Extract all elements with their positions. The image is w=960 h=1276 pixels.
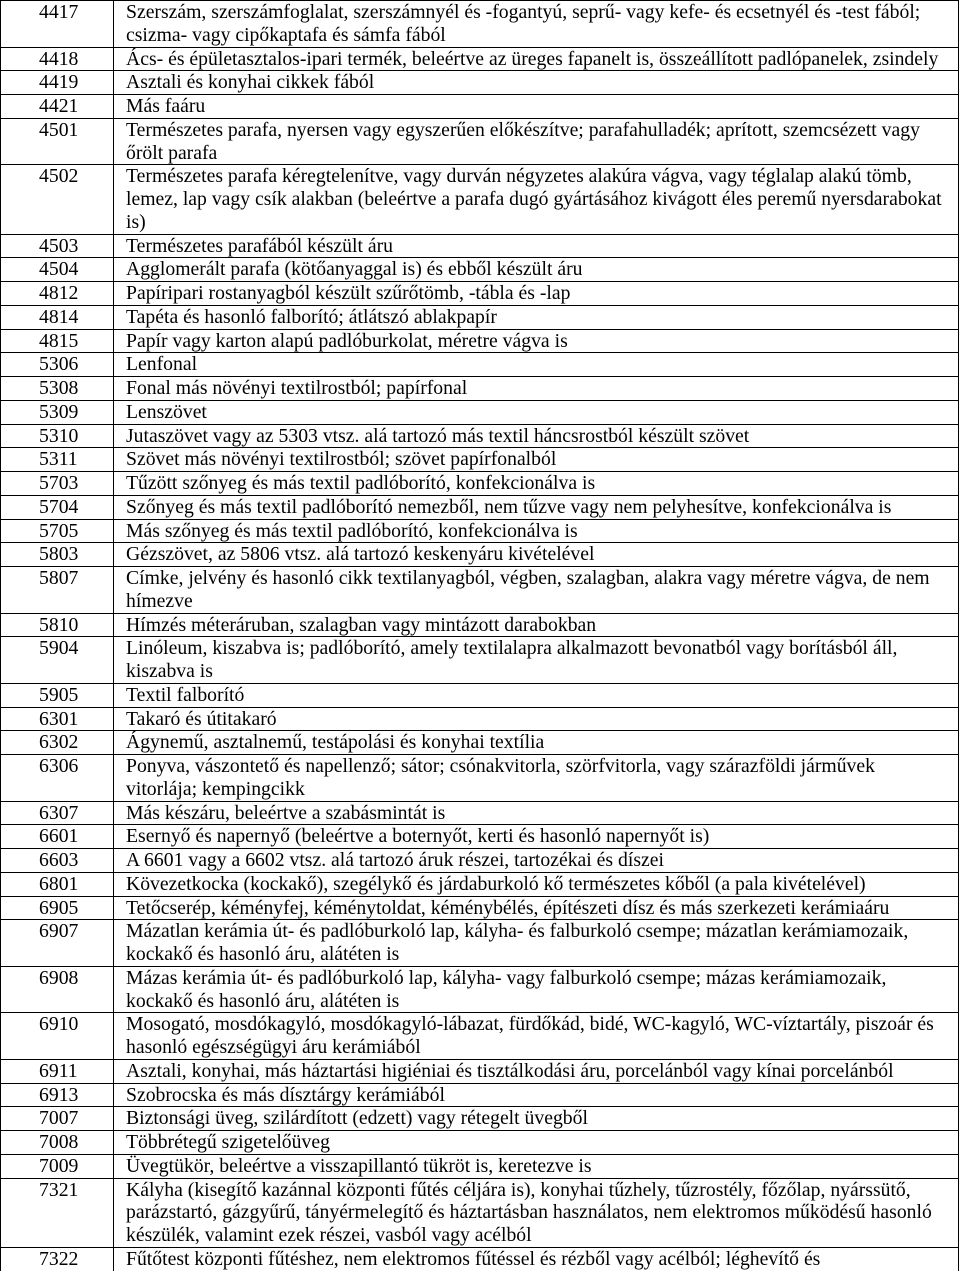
table-row <box>1 543 959 567</box>
description-cell <box>114 684 959 708</box>
description-cell <box>114 448 959 472</box>
description-line: Textil falborító <box>126 683 245 706</box>
description-line: A 6601 vagy a 6602 vtsz. alá tartozó áruk részei, tartozékai és díszei <box>126 849 664 871</box>
table-row <box>1 1179 959 1248</box>
description-cell <box>114 731 959 755</box>
table-row <box>1 520 959 544</box>
description-line: Címke, jelvény és hasonló cikk textilanyagból, végben, szalagban, alakra vagy méretre vágva, de nem <box>126 567 930 589</box>
code-cell: 5810 <box>1 614 114 638</box>
code-cell: 6801 <box>1 873 114 897</box>
description-line: Mosogató, mosdókagyló, mosdókagyló-lábazat, fürdőkád, bidé, WC-kagyló, WC-víztartály, piszoár és <box>126 1013 934 1036</box>
description-line: Szövet más növényi textilrostból; szövet papírfonalból <box>126 448 557 471</box>
table-row <box>1 897 959 921</box>
table-row <box>1 95 959 119</box>
description-cell <box>114 235 959 259</box>
code-cell: 4504 <box>1 258 114 282</box>
code-cell: 6601 <box>1 825 114 849</box>
table-row <box>1 967 959 1014</box>
table-row <box>1 708 959 732</box>
description-line: Asztali és konyhai cikkek fából <box>126 71 375 94</box>
description-line: Mázas kerámia út- és padlóburkoló lap, kályha- vagy falburkoló csempe; mázas kerámiamozaik, <box>126 966 887 989</box>
code-cell: 5703 <box>1 472 114 496</box>
description-cell <box>114 165 959 234</box>
description-cell <box>114 306 959 330</box>
table-row <box>1 71 959 95</box>
description-cell <box>114 425 959 449</box>
description-line: is) <box>126 210 146 233</box>
table-row <box>1 496 959 520</box>
table-row <box>1 306 959 330</box>
code-cell: 4815 <box>1 330 114 354</box>
code-cell: 5311 <box>1 448 114 472</box>
code-cell: 5905 <box>1 684 114 708</box>
description-cell <box>114 567 959 614</box>
description-cell <box>114 802 959 826</box>
description-cell <box>114 353 959 377</box>
description-line: készülék, valamint ezek részei, vasból vagy acélból <box>126 1224 532 1246</box>
table-body <box>1 1 959 1271</box>
code-cell: 6905 <box>1 897 114 921</box>
table-row <box>1 755 959 802</box>
table-row <box>1 1155 959 1179</box>
description-line: lemez, lap vagy csík alakban (beleértve a parafa dugó gyártásához kivágott éles peremű nyersdarabokat <box>126 188 942 210</box>
table-row <box>1 48 959 72</box>
description-line: Tűzött szőnyeg és más textil padlóborító, konfekcionálva is <box>126 472 596 494</box>
table-row <box>1 1060 959 1084</box>
description-cell <box>114 1084 959 1108</box>
description-line: Természetes parafából készült áru <box>126 234 394 257</box>
code-cell: 6603 <box>1 849 114 873</box>
description-line: Takaró és útitakaró <box>126 707 277 730</box>
description-line: Fűtőtest központi fűtéshez, nem elektromos fűtéssel és rézből vagy acélból; léghevítő és <box>126 1247 821 1270</box>
description-cell <box>114 873 959 897</box>
description-line: Más szőnyeg és más textil padlóborító, konfekcionálva is <box>126 519 578 542</box>
description-line: hímezve <box>126 589 193 612</box>
description-line: Szobrocska és más dísztárgy kerámiából <box>126 1083 445 1106</box>
description-cell <box>114 282 959 306</box>
table-row <box>1 731 959 755</box>
description-line: Lenfonal <box>126 353 198 376</box>
description-cell <box>114 1179 959 1248</box>
code-cell: 4502 <box>1 165 114 234</box>
description-line: Természetes parafa, nyersen vagy egyszerűen előkészítve; parafahulladék; aprított, szemcsézett vagy <box>126 118 920 141</box>
description-cell <box>114 637 959 684</box>
description-cell <box>114 849 959 873</box>
code-cell: 6301 <box>1 708 114 732</box>
description-line: Esernyő és napernyő (beleértve a boternyőt, kerti és hasonló napernyőt is) <box>126 825 710 848</box>
description-line: Szőnyeg és más textil padlóborító nemezből, nem tűzve vagy nem pelyhesítve, konfekcionálva is <box>126 495 892 518</box>
table-row <box>1 802 959 826</box>
table-row <box>1 448 959 472</box>
code-cell: 7008 <box>1 1131 114 1155</box>
description-cell <box>114 1155 959 1179</box>
description-line: kockakő és hasonló áru, alátéten is <box>126 943 400 965</box>
description-cell <box>114 1131 959 1155</box>
description-cell <box>114 330 959 354</box>
table-row <box>1 1 959 48</box>
code-cell: 4419 <box>1 71 114 95</box>
description-cell <box>114 258 959 282</box>
code-cell: 5904 <box>1 637 114 684</box>
description-cell <box>114 1060 959 1084</box>
table-row <box>1 1107 959 1131</box>
code-cell: 5704 <box>1 496 114 520</box>
table-row <box>1 920 959 967</box>
code-cell: 4417 <box>1 1 114 48</box>
description-line: kockakő és hasonló áru, alátéten is <box>126 989 400 1012</box>
code-cell: 5705 <box>1 520 114 544</box>
table-row <box>1 1248 959 1271</box>
description-cell <box>114 825 959 849</box>
code-cell: 6911 <box>1 1060 114 1084</box>
description-line: Üvegtükör, beleértve a visszapillantó tükröt is, keretezve is <box>126 1154 592 1177</box>
description-cell <box>114 755 959 802</box>
description-line: Lenszövet <box>126 400 207 423</box>
code-cell: 6302 <box>1 731 114 755</box>
code-cell: 5807 <box>1 567 114 614</box>
code-cell: 6910 <box>1 1013 114 1060</box>
table-row <box>1 1013 959 1060</box>
description-cell <box>114 708 959 732</box>
table-row <box>1 873 959 897</box>
description-line: Többrétegű szigetelőüveg <box>126 1131 330 1153</box>
description-line: Ponyva, vászontető és napellenző; sátor; csónakvitorla, szörfvitorla, vagy szárazföldi járművek <box>126 755 875 777</box>
table-row <box>1 119 959 166</box>
table-row <box>1 258 959 282</box>
description-line: Más készáru, beleértve a szabásmintát is <box>126 801 446 824</box>
description-line: Természetes parafa kéregtelenítve, vagy durván négyzetes alakúra vágva, vagy téglalap alakú tömb, <box>126 165 912 188</box>
table-row <box>1 401 959 425</box>
description-line: Linóleum, kiszabva is; padlóborító, amely textilalapra alkalmazott bevonatból vagy borításból áll, <box>126 637 898 660</box>
description-line: csizma- vagy cipőkaptafa és sámfa fából <box>126 23 446 46</box>
description-line: Jutaszövet vagy az 5303 vtsz. alá tartozó más textil háncsrostból készült szövet <box>126 424 750 447</box>
description-cell <box>114 472 959 496</box>
description-line: Szerszám, szerszámfoglalat, szerszámnyél és -fogantyú, seprű- vagy kefe- és ecsetnyél és -test fából; <box>126 1 921 23</box>
table-row <box>1 472 959 496</box>
description-cell <box>114 967 959 1014</box>
table-row <box>1 282 959 306</box>
description-line: Papíripari rostanyagból készült szűrőtömb, -tábla és -lap <box>126 282 571 304</box>
table-row <box>1 377 959 401</box>
description-cell <box>114 95 959 119</box>
description-line: Ágynemű, asztalnemű, testápolási és konyhai textília <box>126 731 545 754</box>
description-cell <box>114 1107 959 1131</box>
description-line: Gézszövet, az 5806 vtsz. alá tartozó keskenyáru kivételével <box>126 543 595 566</box>
description-cell <box>114 71 959 95</box>
code-cell: 6913 <box>1 1084 114 1108</box>
code-cell: 5309 <box>1 401 114 425</box>
code-cell: 7322 <box>1 1248 114 1271</box>
table-row <box>1 1084 959 1108</box>
description-line: Hímzés méteráruban, szalagban vagy mintázott darabokban <box>126 613 597 636</box>
code-cell: 4503 <box>1 235 114 259</box>
description-line: kiszabva is <box>126 660 213 682</box>
table-row <box>1 849 959 873</box>
description-line: Kályha (kisegítő kazánnal központi fűtés céljára is), konyhai tűzhely, tűzrostély, főzőlap, nyárssütő, <box>126 1178 911 1201</box>
description-cell <box>114 543 959 567</box>
table-row <box>1 614 959 638</box>
table-row <box>1 637 959 684</box>
description-cell <box>114 920 959 967</box>
code-cell: 7007 <box>1 1107 114 1131</box>
table-row <box>1 684 959 708</box>
description-line: hasonló egészségügyi áru kerámiából <box>126 1036 421 1058</box>
code-cell: 4421 <box>1 95 114 119</box>
code-cell: 4814 <box>1 306 114 330</box>
code-cell: 6306 <box>1 755 114 802</box>
description-line: Tapéta és hasonló falborító; átlátszó ablakpapír <box>126 305 497 328</box>
code-cell: 6307 <box>1 802 114 826</box>
description-line: Agglomerált parafa (kötőanyaggal is) és ebből készült áru <box>126 258 583 281</box>
code-cell: 7321 <box>1 1179 114 1248</box>
table-row <box>1 825 959 849</box>
description-cell <box>114 401 959 425</box>
description-cell <box>114 520 959 544</box>
code-cell: 4812 <box>1 282 114 306</box>
code-cell: 5306 <box>1 353 114 377</box>
description-line: Tetőcserép, kéményfej, kéménytoldat, kéménybélés, építészeti dísz és más szerkezeti kerámiaáru <box>126 896 890 919</box>
description-line: Más faáru <box>126 95 206 117</box>
description-cell <box>114 614 959 638</box>
table-row <box>1 165 959 234</box>
description-line: Fonal más növényi textilrostból; papírfonal <box>126 377 468 399</box>
description-cell <box>114 496 959 520</box>
description-line: Ács- és épületasztalos-ipari termék, beleértve az üreges fapanelt is, összeállított padlópanelek, zsindely <box>126 47 939 70</box>
code-cell: 6908 <box>1 967 114 1014</box>
description-line: vitorlája; kempingcikk <box>126 777 305 800</box>
description-cell <box>114 1013 959 1060</box>
description-cell <box>114 897 959 921</box>
code-cell: 6907 <box>1 920 114 967</box>
code-cell: 7009 <box>1 1155 114 1179</box>
description-cell <box>114 1248 959 1271</box>
description-cell <box>114 1 959 48</box>
description-line: őrölt parafa <box>126 141 218 164</box>
table-row <box>1 567 959 614</box>
table-row <box>1 425 959 449</box>
code-cell: 5803 <box>1 543 114 567</box>
description-line: Mázatlan kerámia út- és padlóburkoló lap, kályha- és falburkoló csempe; mázatlan kerámiamozaik, <box>126 920 909 943</box>
table-row <box>1 330 959 354</box>
code-cell: 4418 <box>1 48 114 72</box>
description-line: Asztali, konyhai, más háztartási higiéniai és tisztálkodási áru, porcelánból vagy kínai porcelánból <box>126 1059 894 1082</box>
code-cell: 4501 <box>1 119 114 166</box>
description-cell <box>114 377 959 401</box>
code-cell: 5308 <box>1 377 114 401</box>
description-line: Papír vagy karton alapú padlóburkolat, méretre vágva is <box>126 329 568 352</box>
description-line: parázstartó, gázgyűrű, tányérmelegítő és háztartásban használatos, nem elektromos működésű hasonló <box>126 1201 932 1224</box>
code-cell: 5310 <box>1 425 114 449</box>
table-row <box>1 1131 959 1155</box>
description-line: Biztonsági üveg, szilárdított (edzett) vagy rétegelt üvegből <box>126 1107 588 1130</box>
table-row <box>1 235 959 259</box>
table-row <box>1 353 959 377</box>
description-cell <box>114 119 959 166</box>
description-cell <box>114 48 959 72</box>
description-line: Kövezetkocka (kockakő), szegélykő és járdaburkoló kő természetes kőből (a pala kivételével) <box>126 872 866 895</box>
